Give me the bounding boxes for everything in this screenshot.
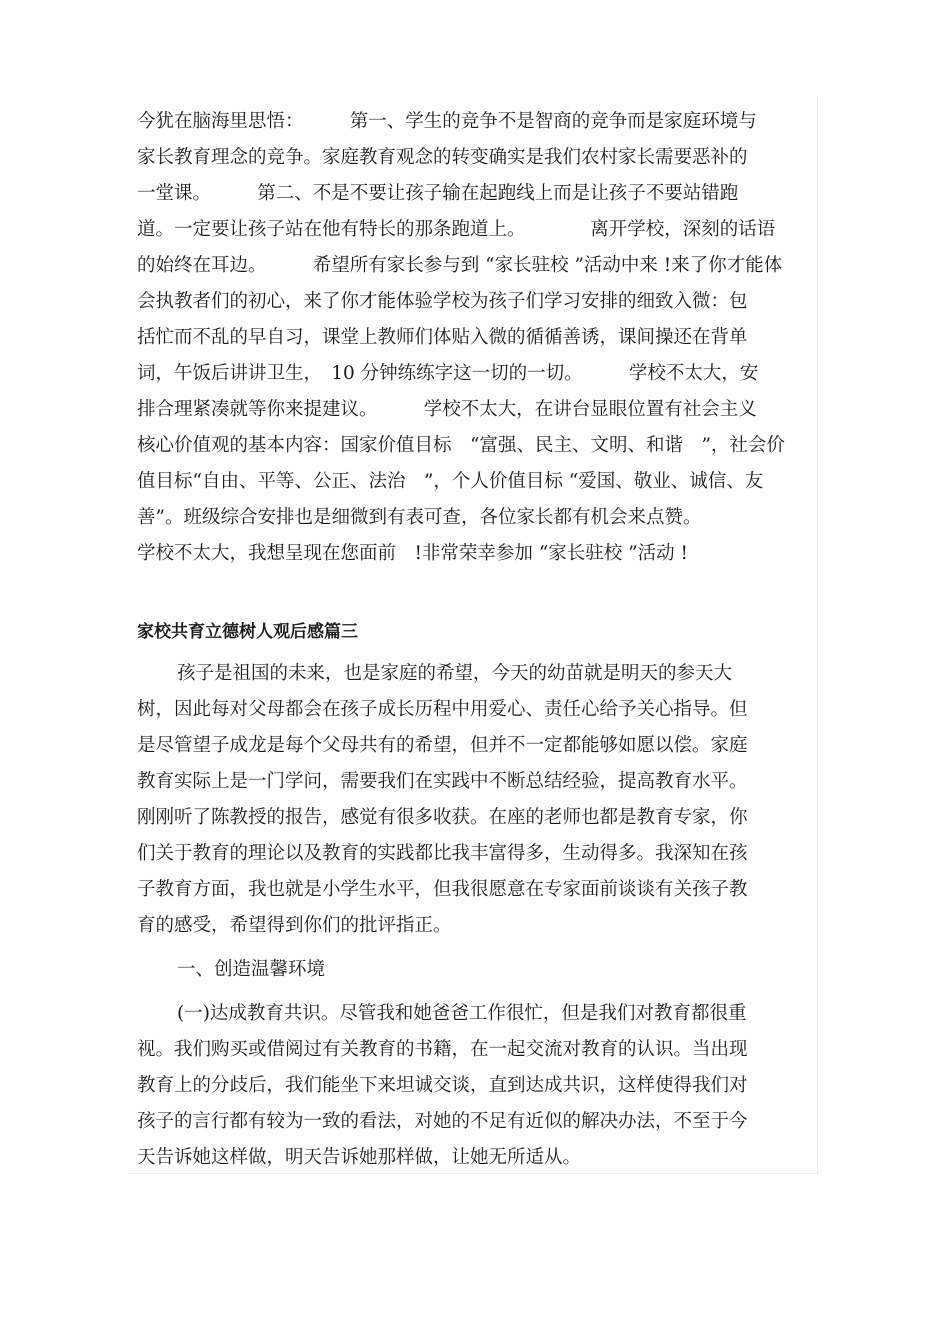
text-line: 括忙而不乱的早自习，课堂上教师们体贴入微的循循善诱，课间操还在背单 <box>137 327 748 348</box>
text-line: 一堂课。 第二、不是不要让孩子输在起跑线上而是让孩子不要站错跑 <box>137 183 739 204</box>
text-line: 核心价值观的基本内容：国家价值目标 “富强、民主、文明、和谐 ”，社会价 <box>137 435 785 456</box>
text-line: 学校不太大，我想呈现在您面前 !非常荣幸参加 “家长驻校 ”活动 ! <box>137 543 688 564</box>
text-line: 视。我们购买或借阅过有关教育的书籍，在一起交流对教育的认识。当出现 <box>137 1039 748 1060</box>
text-line: 天告诉她这样做，明天告诉她那样做，让她无所适从。 <box>137 1147 582 1168</box>
text-line: 今犹在脑海里思悟： 第一、学生的竞争不是智商的竞争而是家庭环境与 <box>137 111 757 132</box>
text-line: 育的感受，希望得到你们的批评指正。 <box>137 915 452 936</box>
spacer <box>137 988 807 996</box>
text-line: 们关于教育的理论以及教育的实践都比我丰富得多，生动得多。我深知在孩 <box>137 843 748 864</box>
spacer <box>137 944 807 952</box>
text-line: 会执教者们的初心，来了你才能体验学校为孩子们学习安排的细致入微：包 <box>137 291 748 312</box>
text-line: 教育实际上是一门学问，需要我们在实践中不断总结经验，提高教育水平。 <box>137 771 748 792</box>
subheading: 一、创造温馨环境 <box>177 959 326 980</box>
paragraph-1 <box>137 656 807 944</box>
text-line: 孩子是祖国的未来，也是家庭的希望，今天的幼苗就是明天的参天大 <box>177 663 733 684</box>
text-line: (一)达成教育共识。尽管我和她爸爸工作很忙，但是我们对教育都很重 <box>177 1003 747 1024</box>
spacer <box>137 572 807 614</box>
text-line: 善”。班级综合安排也是细微到有表可查，各位家长都有机会来点赞。 <box>137 507 702 528</box>
text-line: 道。一定要让孩子站在他有特长的那条跑道上。 离开学校，深刻的话语 <box>137 219 776 240</box>
text-line: 子教育方面，我也就是小学生水平，但我很愿意在专家面前谈谈有关孩子教 <box>137 879 748 900</box>
text-line: 词，午饭后讲讲卫生， 10 分钟练练字这一切的一切。 学校不太大，安 <box>137 363 759 384</box>
text-line: 值目标“自由、平等、公正、法治 ”，个人价值目标 “爱国、敬业、诚信、友 <box>137 471 764 492</box>
paragraph-2 <box>137 996 807 1176</box>
text-line: 是尽管望子成龙是每个父母共有的希望，但并不一定都能够如愿以偿。家庭 <box>137 735 748 756</box>
text-line: 的始终在耳边。 希望所有家长参与到 “家长驻校 ”活动中来 !来了你才能体 <box>137 255 783 276</box>
text-line: 树，因此每对父母都会在孩子成长历程中用爱心、责任心给予关心指导。但 <box>137 699 748 720</box>
continued-text-block <box>137 104 807 572</box>
text-line: 刚刚听了陈教授的报告，感觉有很多收获。在座的老师也都是教育专家，你 <box>137 807 748 828</box>
text-line: 排合理紧凑就等你来提建议。 学校不太大，在讲台显眼位置有社会主义 <box>137 399 757 420</box>
text-line: 教育上的分歧后，我们能坐下来坦诚交谈，直到达成共识，这样使得我们对 <box>137 1075 748 1096</box>
text-line: 家长教育理念的竞争。家庭教育观念的转变确实是我们农村家长需要恶补的 <box>137 147 748 168</box>
text-line: 孩子的言行都有较为一致的看法，对她的不足有近似的解决办法，不至于今 <box>137 1111 748 1132</box>
document-body <box>137 104 807 1176</box>
section-title: 家校共育立德树人观后感篇三 <box>137 622 358 642</box>
